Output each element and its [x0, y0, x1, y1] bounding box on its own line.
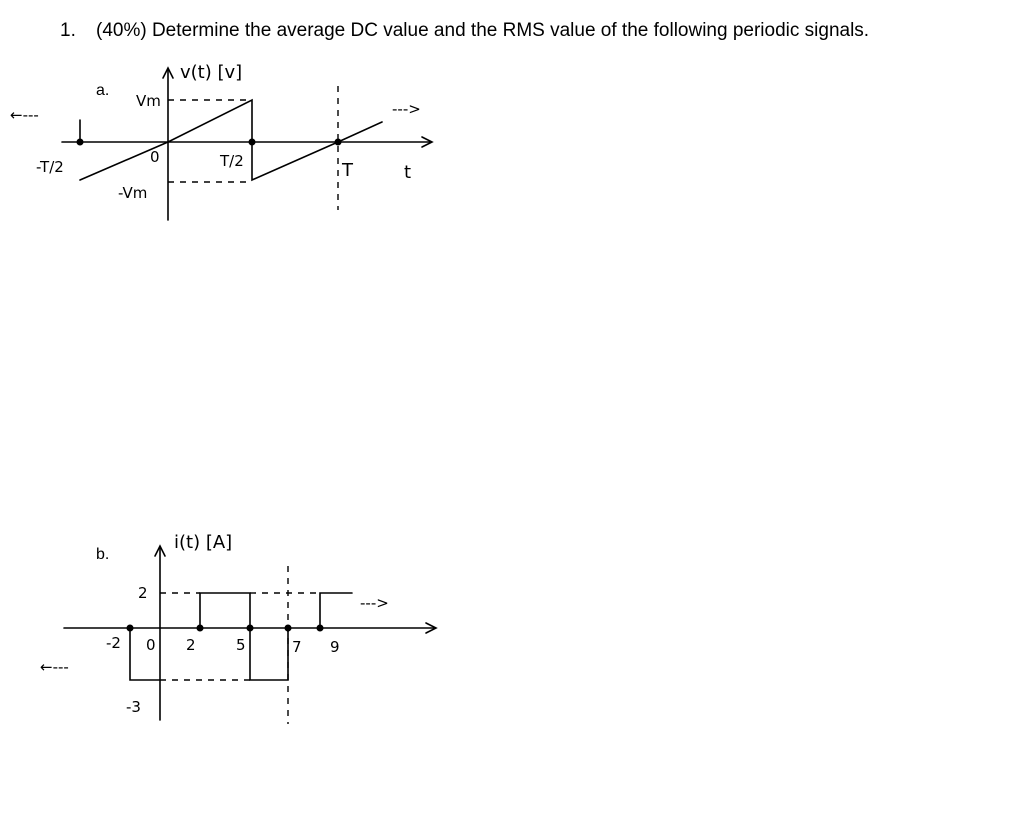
plot-a-tick-neg-vm: -Vm	[118, 184, 148, 202]
plot-b-point-neg2	[127, 625, 134, 632]
plot-b-tick-x-5: 5	[236, 636, 246, 654]
plot-a-x-label: t	[404, 162, 412, 183]
plot-a-left-arrow: ←---	[10, 106, 39, 124]
plot-a-tick-t: T	[342, 160, 353, 181]
plot-a-tick-origin: 0	[150, 148, 160, 166]
plot-b-tick-x-9: 9	[330, 638, 340, 656]
plot-b-tick-x-0: 0	[146, 636, 156, 654]
plot-a-tick-neg-half-t: -T/2	[36, 158, 64, 176]
plot-a-y-label: v(t) [v]	[180, 62, 243, 83]
plot-a-right-arrow: --->	[392, 100, 421, 118]
plot-b-point-7	[285, 625, 292, 632]
plot-b-tick-y-bottom: -3	[126, 698, 141, 716]
plot-b-point-5	[247, 625, 254, 632]
plot-b-wave-right	[320, 593, 352, 628]
plot-a-point-neg-half-t	[77, 139, 84, 146]
question-number: 1.	[60, 20, 76, 41]
plot-a-tick-half-t: T/2	[220, 152, 244, 170]
plot-a-point-half-t	[249, 139, 256, 146]
plot-b-y-label: i(t) [A]	[174, 532, 233, 553]
part-a-label: a.	[96, 82, 110, 99]
plot-b-left-arrow: ←---	[40, 658, 69, 676]
plot-b-tick-x-2: 2	[186, 636, 196, 654]
plot-b-point-9	[317, 625, 324, 632]
plot-b-tick-x-7: 7	[292, 638, 302, 656]
plot-b-point-2	[197, 625, 204, 632]
plot-a-point-t	[335, 139, 342, 146]
plot-b	[40, 532, 436, 724]
plot-a	[10, 62, 432, 220]
plot-b-right-arrow: --->	[360, 594, 389, 612]
question-text: (40%) Determine the average DC value and the RMS value of the following periodic signals.	[96, 20, 870, 41]
part-b-label: b.	[96, 546, 110, 563]
plot-b-tick-x-neg2: -2	[106, 634, 121, 652]
plot-b-tick-y-top: 2	[138, 584, 148, 602]
plot-a-tick-vm: Vm	[136, 92, 161, 110]
